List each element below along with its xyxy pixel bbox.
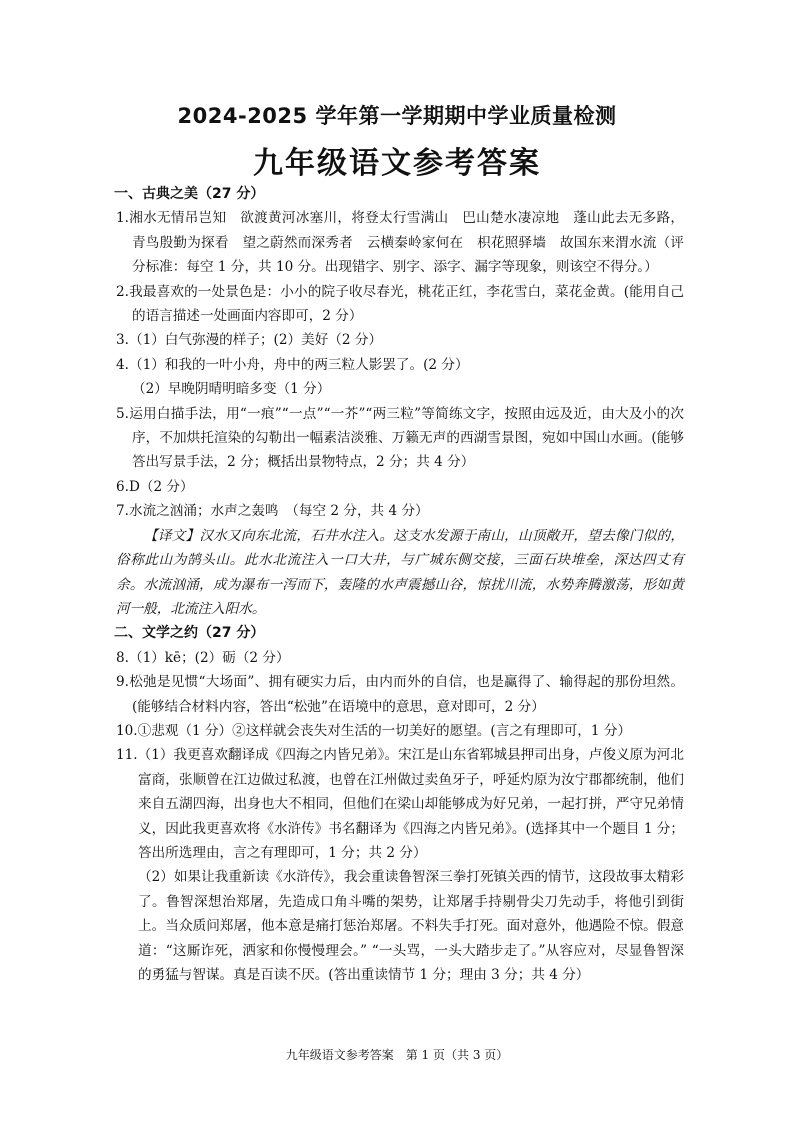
document-title: 九年级语文参考答案 <box>253 146 541 181</box>
answer-q3: 3.（1）白气弥漫的样子；(2）美好（2 分） <box>116 332 383 349</box>
answer-q5: 5.运用白描手法，用“一痕”“一点”“一芥”“两三粒”等简练文字，按照由远及近，由大及小的次序，不加烘托渲染的勾勒出一幅素洁淡雅、万籁无声的西湖雪景图，宛如中国山水画。(能够答出写景手法，2 分；概括出景物特点，2 分；共 4 分） <box>116 405 684 471</box>
answer-content <box>116 182 684 987</box>
answer-q4-part2: （2）早晚阴晴明暗多变（1 分） <box>132 381 331 398</box>
answer-q6: 6.D（2 分） <box>116 478 194 495</box>
answer-q8: 8.（1）kē；(2）砺（2 分） <box>116 649 290 666</box>
answer-q11-part2: （2）如果让我重新读《水浒传》，我会重读鲁智深三拳打死镇关西的情节，这段故事太精彩了。鲁智深想治郑屠，先造成口角斗嘴的架势，让郑屠手持剔骨尖刀先动手，将他引到街上。当众质问郑屠，他本意是痛打惩治郑屠。不料失手打死。面对意外，他遇险不惊。假意道：“这厮诈死，洒家和你慢慢理会。” “一头骂，一头大踏步走了。”从容应对，尽显鲁智深的勇猛与智谋。真是百读不厌。(答出重读情节 1 分；理由 3 分；共 4 分） <box>138 869 684 983</box>
answer-q11-part1: 11.（1）我更喜欢翻译成《四海之内皆兄弟》。宋江是山东省郓城县押司出身，卢俊义原为河北富商，张顺曾在江边做过私渡，也曾在江州做过卖鱼牙子，呼延灼原为汝宁郡都统制，他们来自五湖四海，出身也大不相同，但他们在梁山却能够成为好兄弟，一起打拼，严守兄弟情义，因此我更喜欢将《水浒传》书名翻译为《四海之内皆兄弟》。(选择其中一个题目 1 分；答出所选理由，言之有理即可，1 分；共 2 分） <box>116 747 684 861</box>
page-footer: 九年级语文参考答案 第 1 页（共 3 页） <box>285 1048 509 1062</box>
answer-q7: 7.水流之汹涌；水声之轰鸣 （每空 2 分，共 4 分） <box>116 503 429 520</box>
answer-q2: 2.我最喜欢的一处景色是：小小的院子收尽春光，桃花正红，李花雪白，菜花金黄。(能用自己的语言描述一处画面内容即可，2 分） <box>116 283 684 325</box>
answer-q10: 10.①悲观（1 分）②这样就会丧失对生活的一切美好的愿望。(言之有理即可，1 分） <box>116 722 632 739</box>
answer-q9: 9.松弛是见惯“大场面”、拥有硬实力后，由内而外的自信，也是赢得了、输得起的那份坦然。(能够结合材料内容，答出“松弛”在语境中的意思，意对即可，2 分） <box>116 674 684 715</box>
section-heading-literature: 二、文学之约（27 分） <box>114 625 265 642</box>
answer-q1: 1.湘水无情吊岂知 欲渡黄河冰塞川，将登太行雪满山 巴山楚水凄凉地 蓬山此去无多路，青鸟殷勤为探看 望之蔚然而深秀者 云横秦岭家何在 枳花照驿墙 故国东来渭水流（评分标准：每空 1 分，共 10 分。出现错字、别字、添字、漏字等现象，则该空不得分。） <box>116 210 684 276</box>
translation-q7: 【译文】汉水又向东北流，石井水注入。这支水发源于南山，山顶敞开，望去像门似的，俗称此山为鹄头山。此水北流注入一口大井，与广城东侧交接，三面石块堆垒，深达四丈有余。水流汹涌，成为瀑布一泻而下，轰隆的水声震撼山谷，惊扰川流，水势奔腾激荡，形如黄河一般，北流注入阳水。 <box>116 527 684 617</box>
answer-q4-part1: 4.（1）和我的一叶小舟，舟中的两三粒人影罢了。(2 分） <box>116 356 469 373</box>
exam-title: 2024-2025 学年第一学期期中学业质量检测 <box>177 104 617 128</box>
section-heading-classical: 一、古典之美（27 分） <box>114 186 265 202</box>
